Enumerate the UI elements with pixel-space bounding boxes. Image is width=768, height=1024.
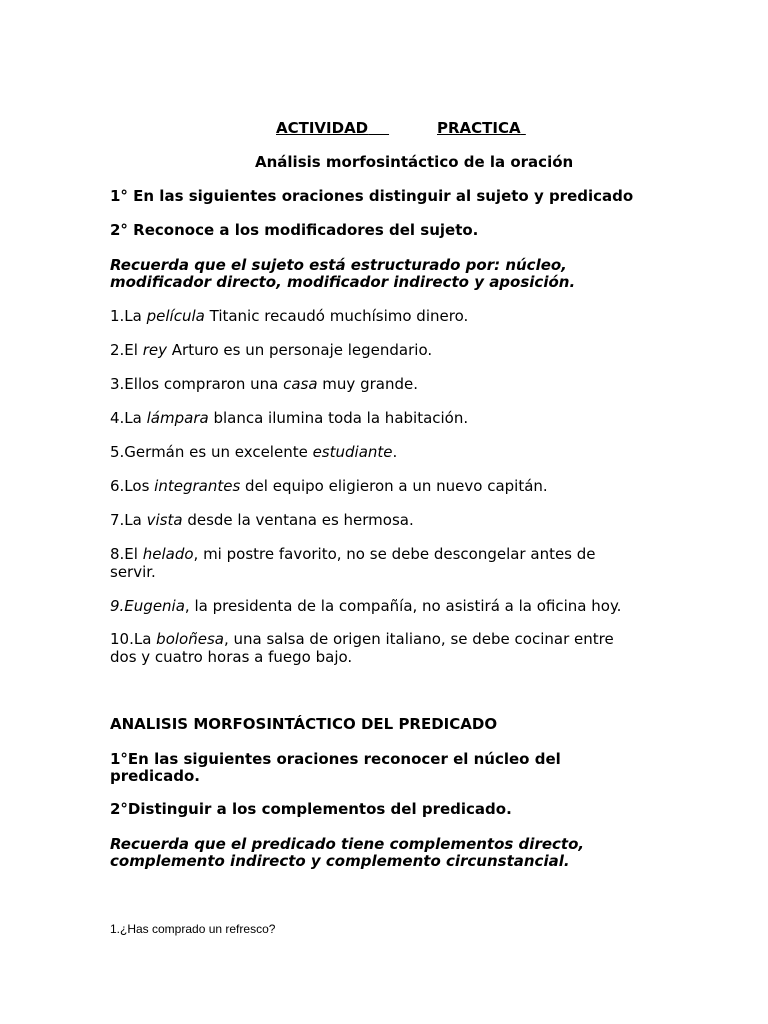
- sentence-3-noun: casa: [283, 375, 318, 393]
- activity-underline-gap: [368, 119, 389, 137]
- sentence-4-pre: 4.La: [110, 409, 147, 427]
- sentence-2-post: Arturo es un personaje legendario.: [167, 341, 433, 359]
- subject-reminder-line-2: modificador directo, modificador indirecto y aposición.: [110, 273, 576, 291]
- sentence-8-post: , mi postre favorito, no se debe descongelar antes de: [193, 545, 596, 563]
- subject-reminder-line-1: Recuerda que el sujeto está estructurado por: núcleo,: [110, 256, 567, 274]
- predicate-sentence-1: 1.¿Has comprado un refresco?: [110, 922, 276, 936]
- sentence-1-noun: película: [146, 307, 205, 325]
- activity-title: ACTIVIDAD: [276, 119, 369, 137]
- practice-underline-gap: [521, 119, 526, 137]
- activity-heading: [276, 119, 389, 137]
- sentence-4-post: blanca ilumina toda la habitación.: [208, 409, 469, 427]
- sentence-7-noun: vista: [146, 511, 183, 529]
- sentence-1: [110, 307, 468, 325]
- sentence-6-pre: 6.Los: [110, 477, 155, 495]
- predicate-instruction-1-line-2: predicado.: [110, 767, 200, 785]
- sentence-2-pre: 2.El: [110, 341, 143, 359]
- sentence-5: [110, 443, 397, 461]
- sentence-5-post: .: [392, 443, 398, 461]
- sentence-10-noun: boloñesa: [156, 630, 224, 648]
- sentence-1-pre: 1.La: [110, 307, 147, 325]
- sentence-10-pre: 10.La: [110, 630, 157, 648]
- sentence-8-continuation: servir.: [110, 563, 156, 581]
- sentence-3-post: muy grande.: [317, 375, 418, 393]
- predicate-instruction-2: 2°Distinguir a los complementos del predicado.: [110, 800, 512, 818]
- sentence-9-post: , la presidenta de la compañía, no asistirá a la oficina hoy.: [184, 597, 622, 615]
- predicate-instruction-1-line-1: 1°En las siguientes oraciones reconocer el núcleo del: [110, 750, 561, 768]
- sentence-9-noun: 9.Eugenia: [110, 597, 185, 615]
- predicate-section-title: ANALISIS MORFOSINTÁCTICO DEL PREDICADO: [110, 715, 498, 733]
- predicate-reminder-line-2: complemento indirecto y complemento circunstancial.: [110, 852, 570, 870]
- sentence-6-post: del equipo eligieron a un nuevo capitán.: [240, 477, 548, 495]
- sentence-10-post: , una salsa de origen italiano, se debe cocinar entre: [223, 630, 614, 648]
- sentence-8: [110, 545, 596, 563]
- predicate-reminder-line-1: Recuerda que el predicado tiene complementos directo,: [110, 835, 585, 853]
- sentence-1-post: Titanic recaudó muchísimo dinero.: [204, 307, 469, 325]
- subtitle: Análisis morfosintáctico de la oración: [255, 153, 574, 171]
- practice-title: [437, 119, 526, 137]
- practice-title-text: PRACTICA: [437, 119, 521, 137]
- sentence-10-continuation: dos y cuatro horas a fuego bajo.: [110, 648, 353, 666]
- sentence-7: [110, 511, 414, 529]
- sentence-2-noun: rey: [142, 341, 168, 359]
- sentence-5-pre: 5.Germán es un excelente: [110, 443, 313, 461]
- sentence-2: [110, 341, 432, 359]
- instruction-1: 1° En las siguientes oraciones distinguir al sujeto y predicado: [110, 187, 634, 205]
- sentence-3-pre: 3.Ellos compraron una: [110, 375, 284, 393]
- sentence-6-noun: integrantes: [154, 477, 241, 495]
- sentence-4-noun: lámpara: [146, 409, 209, 427]
- sentence-3: [110, 375, 418, 393]
- sentence-7-pre: 7.La: [110, 511, 147, 529]
- sentence-8-noun: helado: [142, 545, 194, 563]
- sentence-7-post: desde la ventana es hermosa.: [182, 511, 414, 529]
- sentence-9: [110, 597, 621, 615]
- sentence-10: [110, 630, 614, 648]
- instruction-2: 2° Reconoce a los modificadores del sujeto.: [110, 221, 479, 239]
- sentence-8-pre: 8.El: [110, 545, 143, 563]
- sentence-6: [110, 477, 548, 495]
- sentence-4: [110, 409, 468, 427]
- sentence-5-noun: estudiante: [312, 443, 393, 461]
